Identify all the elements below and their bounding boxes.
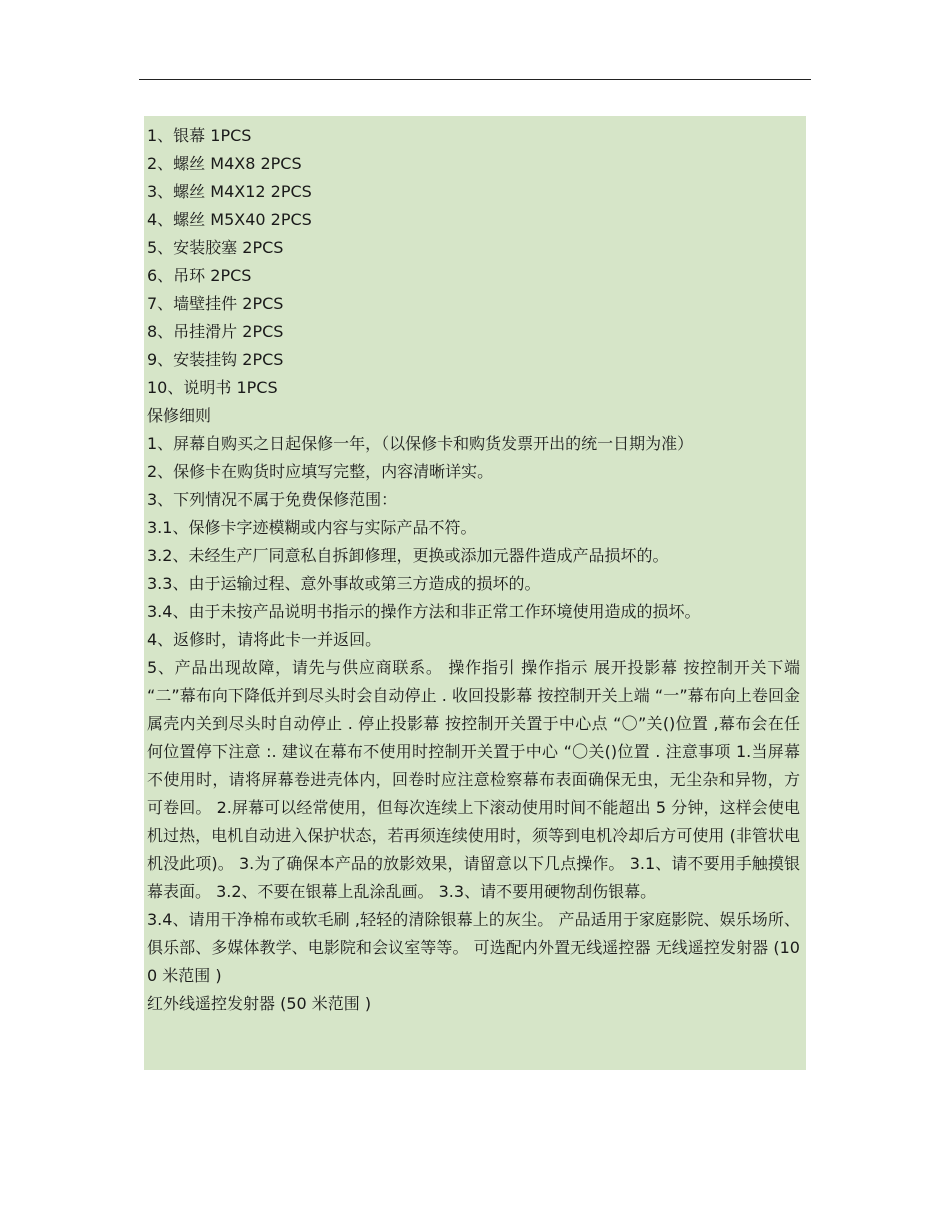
list-item: 3、螺丝 M4X12 2PCS — [147, 182, 312, 201]
list-item: 1、银幕 1PCS — [147, 126, 252, 145]
operation-instructions-paragraph: 5、产品出现故障，请先与供应商联系。 操作指引 操作指示 展开投影幕 按控制开关下端 “二”幕布向下降低并到尽头时会自动停止 . 收回投影幕 按控制开关上端 “一”幕布向上卷回金属壳内关到尽头时自动停止 . 停止投影幕 按控制开关置于中心点 “〇”关()位置 ,幕布会在任何位置停下注意 :. 建议在幕布不使用时控制开关置于中心 “〇关()位置 . 注意事项 1.当屏幕不使用时，请将屏幕卷进壳体内，回卷时应注意检察幕布表面确保无虫，无尘杂和异物，方可卷回。 2.屏幕可以经常使用，但每次连续上下滚动使用时间不能超出 5 分钟，这样会使电机过热，电机自动进入保护状态，若再须连续使用时，须等到电机冷却后方可使用 (非管状电机没此项)。 3.为了确保本产品的放影效果，请留意以下几点操作。 3.1、请不要用手触摸银幕表面。 3.2、不要在银幕上乱涂乱画。 3.3、请不要用硬物刮伤银幕。 — [147, 658, 800, 901]
list-item: 8、吊挂滑片 2PCS — [147, 322, 284, 341]
list-item: 4、螺丝 M5X40 2PCS — [147, 210, 312, 229]
packing-list — [147, 122, 800, 402]
list-item: 5、安装胶塞 2PCS — [147, 238, 284, 257]
header-rule — [139, 79, 811, 80]
warranty-item: 3.2、未经生产厂同意私自拆卸修理，更换或添加元器件造成产品损坏的。 — [147, 546, 669, 565]
list-item: 9、安装挂钩 2PCS — [147, 350, 284, 369]
document-content — [144, 116, 806, 1070]
warranty-item: 3.1、保修卡字迹模糊或内容与实际产品不符。 — [147, 518, 477, 537]
warranty-item: 3.4、由于未按产品说明书指示的操作方法和非正常工作环境使用造成的损坏。 — [147, 602, 701, 621]
warranty-item: 1、屏幕自购买之日起保修一年，（以保修卡和购货发票开出的统一日期为准） — [147, 434, 694, 453]
warranty-item: 3、下列情况不属于免费保修范围： — [147, 490, 398, 509]
warranty-title: 保修细则 — [147, 406, 212, 425]
list-item: 6、吊环 2PCS — [147, 266, 252, 285]
remote-range-line: 红外线遥控发射器 (50 米范围 ) — [147, 994, 372, 1013]
list-item: 2、螺丝 M4X8 2PCS — [147, 154, 302, 173]
warranty-item: 2、保修卡在购货时应填写完整，内容清晰详实。 — [147, 462, 494, 481]
warranty-terms — [147, 430, 800, 654]
maintenance-paragraph: 3.4、请用干净棉布或软毛刷 ,轻轻的清除银幕上的灰尘。 产品适用于家庭影院、娱乐场所、俱乐部、多媒体教学、电影院和会议室等等。 可选配内外置无线遥控器 无线遥控发射器 (100 米范围 ) — [147, 910, 800, 985]
list-item: 10、说明书 1PCS — [147, 378, 278, 397]
warranty-item: 3.3、由于运输过程、意外事故或第三方造成的损坏的。 — [147, 574, 541, 593]
list-item: 7、墙壁挂件 2PCS — [147, 294, 284, 313]
warranty-item: 4、返修时，请将此卡一并返回。 — [147, 630, 382, 649]
